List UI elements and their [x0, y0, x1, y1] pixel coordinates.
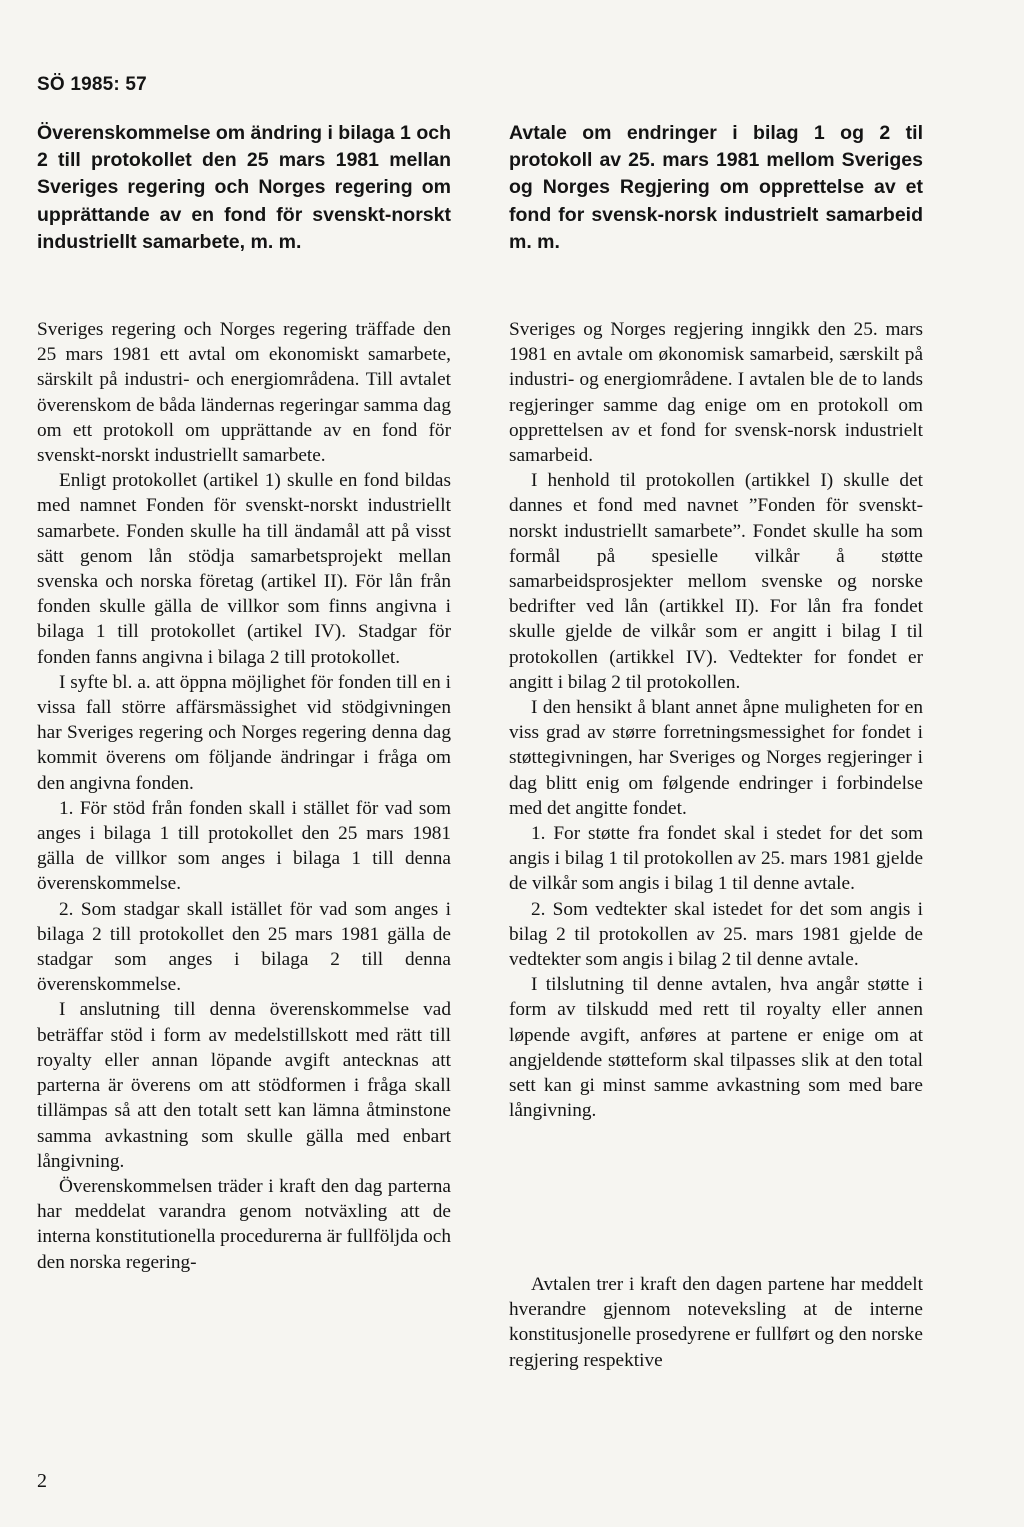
swedish-title: Överenskommelse om ändring i bilaga 1 och 2 till protokollet den 25 mars 1981 mellan Sveriges regering och Norges regering om upprättande av en fond för svenskt-norskt industriellt samarbete, m. m. [37, 122, 451, 253]
swedish-paragraph: I syfte bl. a. att öppna möjlighet för fonden till en i vissa fall större affärsmässighet vid stödgivningen har Sveriges regering och Norges regering denna dag kommit överens om följande ändringar i fråga om den angivna fonden. [37, 671, 451, 794]
swedish-paragraph: Sveriges regering och Norges regering träffade den 25 mars 1981 ett avtal om ekonomiskt samarbete, särskilt på industri- och energiområdena. Till avtalet överenskom de båda ländernas regeringar samma dag om ett protokoll om upprättande av en fond för svenskt-norskt industriellt samarbete. [37, 319, 451, 467]
swedish-body [37, 317, 451, 1275]
norwegian-paragraph: 1. For støtte fra fondet skal i stedet for det som angis i bilag 1 til protokollen av 25. mars 1981 gjelde de vilkår som angis i bilag 1 til denne avtale. [509, 823, 923, 895]
norwegian-body [509, 317, 923, 1124]
norwegian-closing [509, 1272, 923, 1373]
norwegian-paragraph: I tilslutning til denne avtalen, hva angår støtte i form av tilskudd med rett til royalty eller annen løpende avgift, anføres at partene er enige om at angjeldende støtteform skal tilpasses slik at den total sett kan gi minst samme avkastning som med bare långivning. [509, 974, 923, 1122]
swedish-paragraph: Överenskommelsen träder i kraft den dag parterna har meddelat varandra genom notväxling att de interna konstitutionella procedurerna är fullföljda och den norska regering- [37, 1175, 451, 1273]
document-reference: SÖ 1985: 57 [37, 74, 147, 95]
swedish-paragraph: I anslutning till denna överenskommelse vad beträffar stöd i form av medelstillskott med rätt till royalty eller annan löpande avgift antecknas att parterna är överens om att stödformen i fråga skall tillämpas så att den totalt sett kan lämna åtminstone samma avkastning som skulle gälla med enbart långivning. [37, 999, 451, 1172]
norwegian-paragraph: Sveriges og Norges regjering inngikk den 25. mars 1981 en avtale om økonomisk samarbeid, særskilt på industri- og energiområdene. I avtalen ble de to lands regjeringer samme dag enige om en protokoll om opprettelsen av et fond for svensk-norsk industrielt samarbeid. [509, 319, 923, 467]
swedish-paragraph: 1. För stöd från fonden skall i stället för vad som anges i bilaga 1 till protokollet den 25 mars 1981 gälla de villkor som anges i bilaga 1 till denna överenskommelse. [37, 797, 451, 895]
norwegian-paragraph: 2. Som vedtekter skal istedet for det som angis i bilag 2 til protokollen av 25. mars 1981 gjelde de vedtekter som angis i bilag 2 til denne avtale. [509, 898, 923, 971]
norwegian-title: Avtale om endringer i bilag 1 og 2 til protokoll av 25. mars 1981 mellom Sveriges og Norges Regjering om opprettelse av et fond for svensk-norsk industrielt samarbeid m. m. [509, 122, 923, 253]
norwegian-paragraph: I den hensikt å blant annet åpne muligheten for en viss grad av større forretningsmessighet for fondet i støttegivningen, har Sveriges og Norges regjeringer i dag blitt enig om følgende endringer i forbindelse med det angitte fondet. [509, 697, 923, 819]
swedish-paragraph: Enligt protokollet (artikel 1) skulle en fond bildas med namnet Fonden för svenskt-norskt industriellt samarbete. Fonden skulle ha till ändamål att på visst sätt genom lån stödja samarbetsprojekt mellan svenska och norska företag (artikel II). För lån från fonden skulle gälla de villkor som finns angivna i bilaga 1 till protokollet (artikel IV). Stadgar för fonden fanns angivna i bilaga 2 till protokollet. [37, 470, 451, 668]
swedish-paragraph: 2. Som stadgar skall istället för vad som anges i bilaga 2 till protokollet den 25 mars 1981 gälla de stadgar som anges i bilaga 2 till denna överenskommelse. [37, 898, 451, 996]
page-number: 2 [37, 1470, 47, 1492]
norwegian-paragraph: I henhold til protokollen (artikkel I) skulle det dannes et fond med navnet ”Fonden för svenskt-norskt industriellt samarbete”. Fondet skulle ha som formål på spesielle vilkår å støtte samarbeidsprosjekter mellom svenske og norske bedrifter ved lån (artikkel II). For lån fra fondet skulle gjelde de vilkår som er angitt i bilag I til protokollen (artikkel IV). Vedtekter for fondet er angitt i bilag 2 til protokollen. [509, 470, 923, 693]
norwegian-closing-paragraph: Avtalen trer i kraft den dagen partene har meddelt hverandre gjennom noteveksling at de interne konstitusjonelle prosedyrene er fullført og den norske regjering respektive [509, 1274, 923, 1371]
